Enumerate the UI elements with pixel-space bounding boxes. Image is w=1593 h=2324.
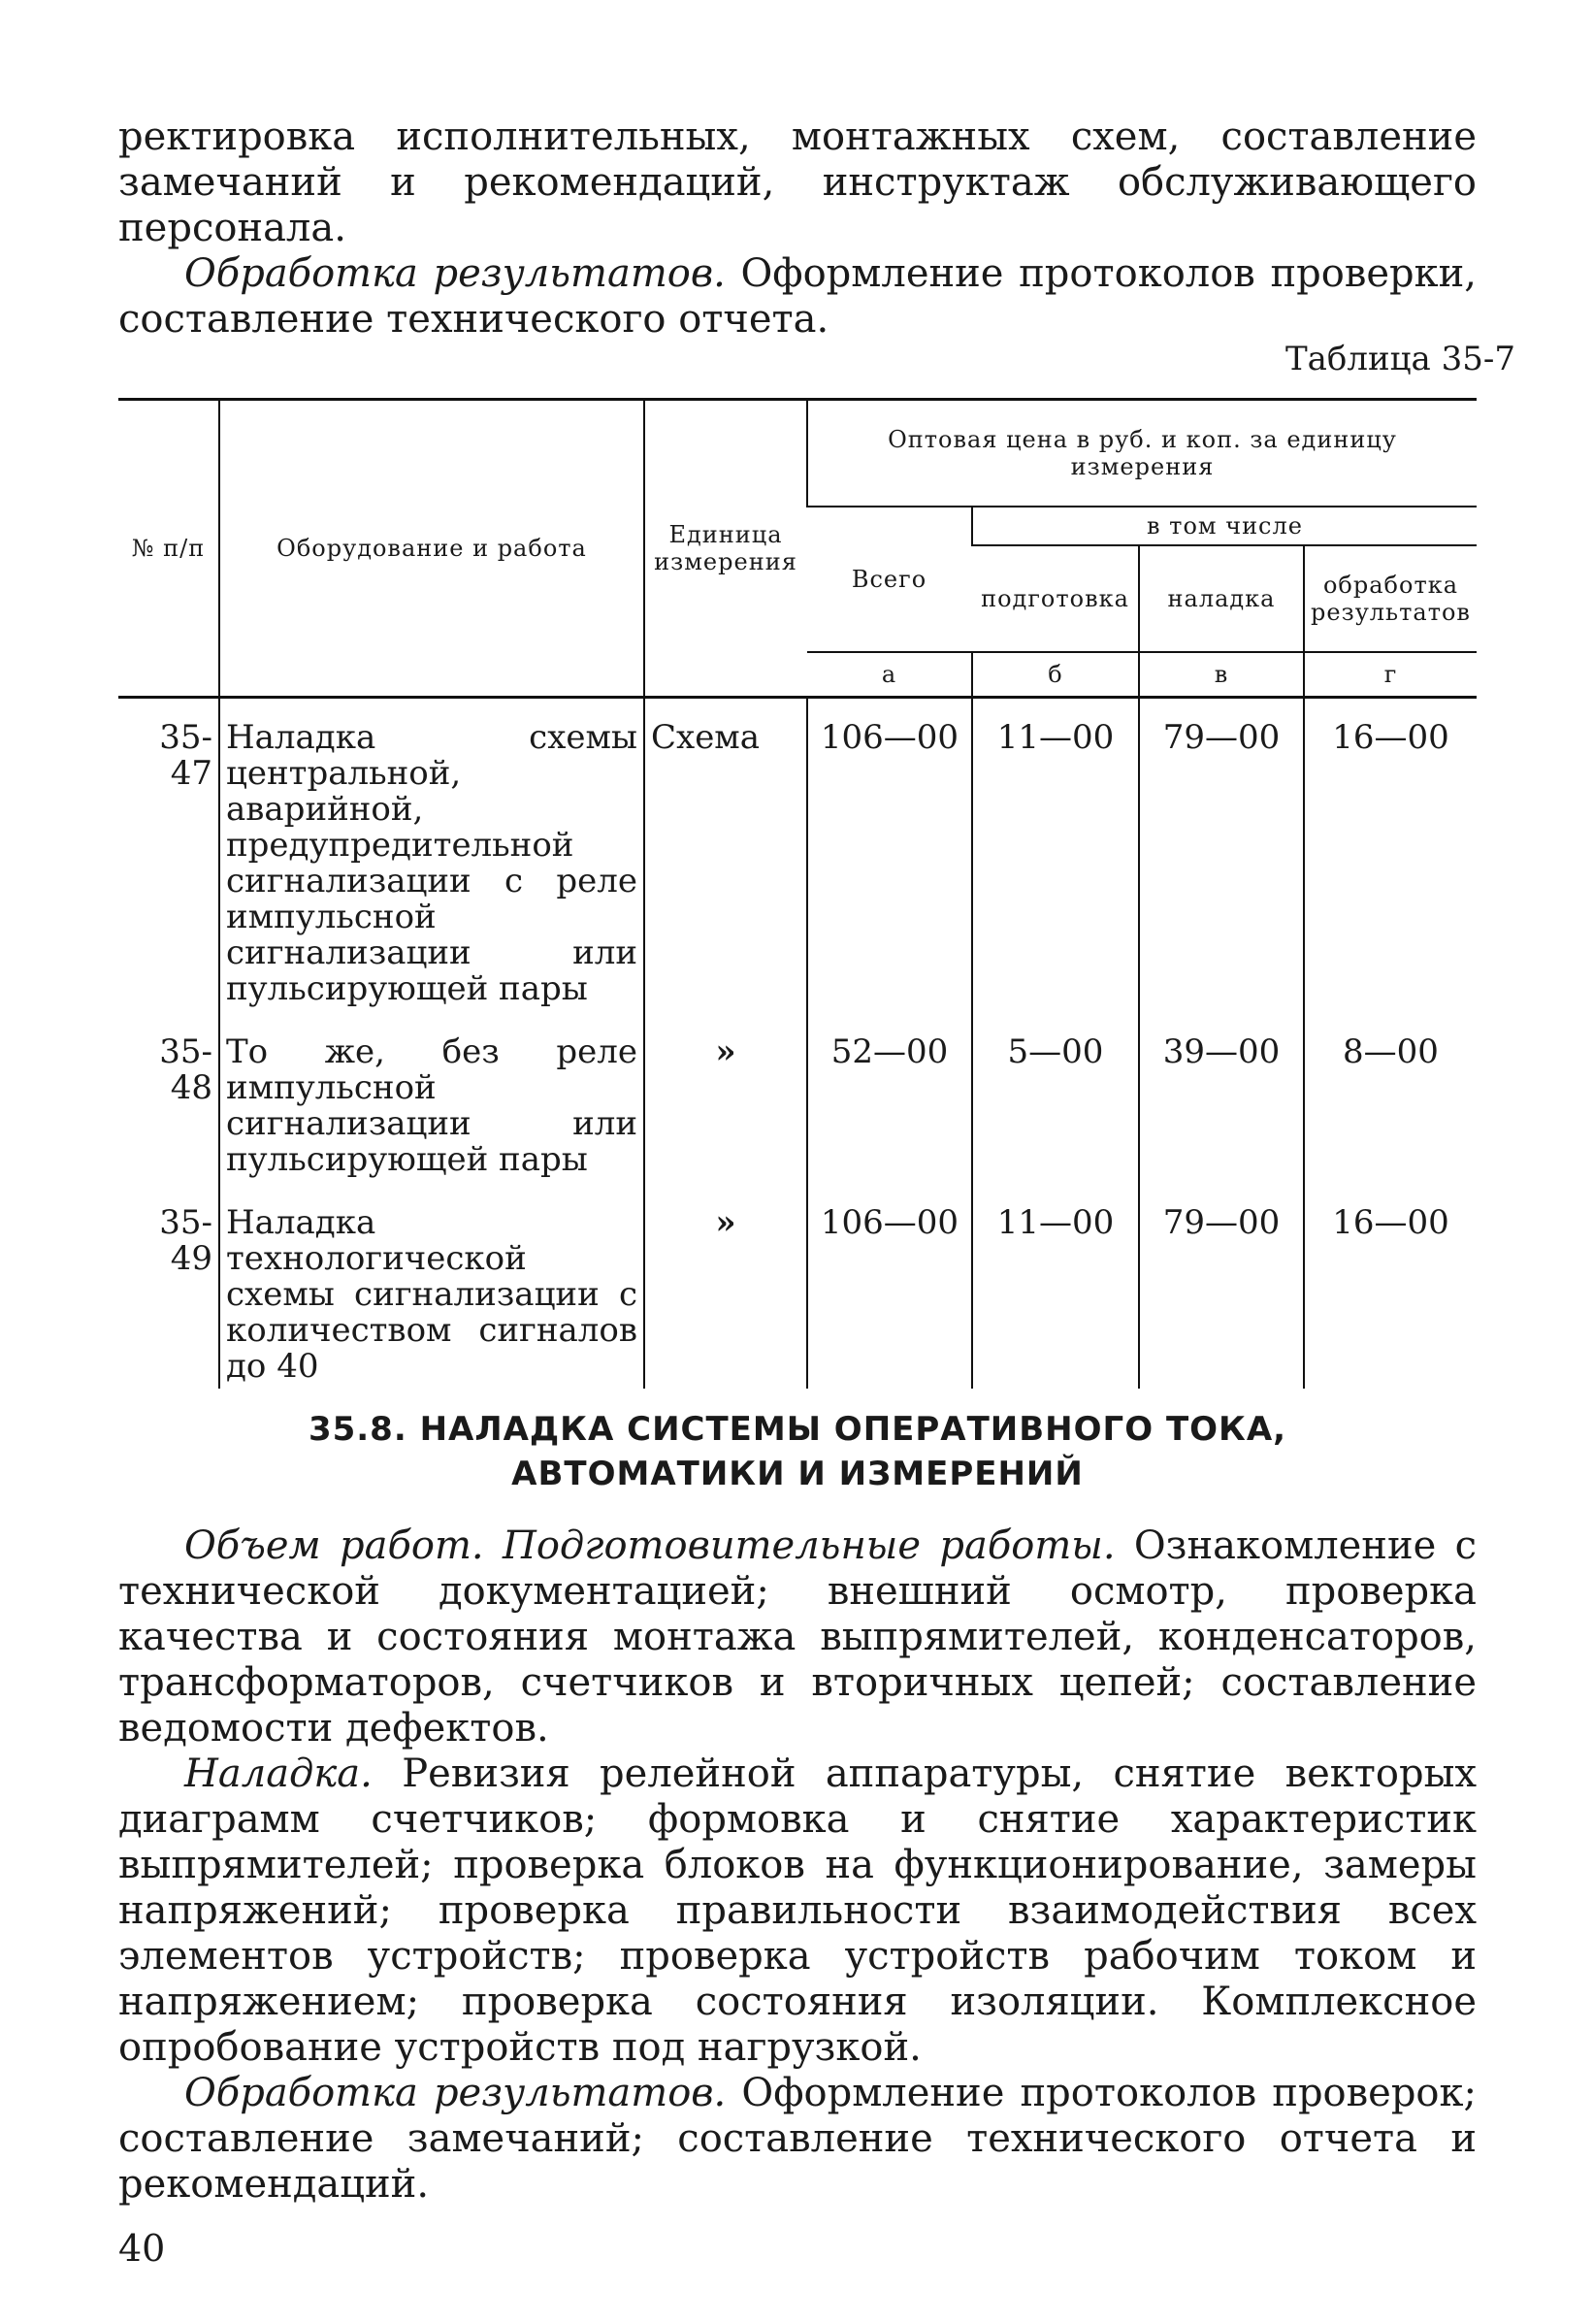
header-price-group: Оптовая цена в руб. и коп. за единицу измерения [807, 400, 1477, 507]
body-p3-italic: Обработка результатов. [184, 2071, 727, 2115]
table-row [118, 1027, 1477, 1197]
body-p1-rest: Ознакомление с технической документацией; внешний осмотр, проверка качества и состояния монтажа выпрямителей, конденсаторов, трансформаторов, счетчиков и вторичных цепей; составление ведомости дефектов. [118, 1523, 1477, 1751]
body-p2-italic: Наладка. [184, 1751, 373, 1796]
row-adjust: 39—00 [1139, 1027, 1304, 1197]
header-adjust: наладка [1139, 545, 1304, 652]
row-adjust: 79—00 [1139, 1197, 1304, 1389]
price-table [118, 398, 1477, 1389]
row-num: 35-48 [159, 1032, 212, 1107]
page-number: 40 [118, 2227, 166, 2270]
intro-paragraph-1: ректировка исполнительных, монтажных схем, составление замечаний и рекомендаций, инструктаж обслуживающего персонала. [118, 115, 1477, 250]
row-unit: » [644, 1197, 807, 1389]
row-unit: Схема [644, 698, 807, 1028]
header-incl: в том числе [972, 507, 1477, 545]
section-heading [118, 1407, 1477, 1496]
body-paragraph-3 [118, 2071, 1477, 2208]
section-heading-line-1: 35.8. НАЛАДКА СИСТЕМЫ ОПЕРАТИВНОГО ТОКА, [308, 1410, 1287, 1449]
row-total: 106—00 [807, 698, 972, 1028]
intro-p2-italic: Обработка результатов. [184, 251, 726, 296]
section-heading-line-2: АВТОМАТИКИ И ИЗМЕРЕНИЙ [511, 1455, 1084, 1493]
row-total: 52—00 [807, 1027, 972, 1197]
body-p3-rest: Оформление протоколов проверок; составление замечаний; составление технического отчета и рекомендаций. [118, 2071, 1477, 2207]
row-unit: » [644, 1027, 807, 1197]
table-row [118, 698, 1477, 1028]
header-letter-b: б [972, 652, 1139, 698]
header-letter-v: в [1139, 652, 1304, 698]
header-total: Всего [807, 507, 972, 652]
row-num: 35-49 [159, 1203, 212, 1278]
row-prep: 11—00 [972, 698, 1139, 1028]
body-p2-rest: Ревизия релейной аппаратуры, снятие векторых диаграмм счетчиков; формовка и снятие характеристик выпрямителей; проверка блоков на функционирование, замеры напряжений; проверка правильности взаимодействия всех элементов устройств; проверка устройств рабочим током и напряжением; проверка состояния изоляции. Комплексное опробование устройств под нагрузкой. [118, 1751, 1477, 2070]
section-body [118, 1523, 1477, 2208]
row-prep: 5—00 [972, 1027, 1139, 1197]
row-work: Наладка технологической схемы сигнализации с количеством сигналов до 40 [219, 1197, 644, 1389]
intro-p2-rest: Оформление протоколов проверки, составление технического отчета. [118, 251, 1477, 342]
body-p1-italic: Объем работ. Подготовительные работы. [184, 1523, 1116, 1568]
row-process: 8—00 [1304, 1027, 1477, 1197]
table-row [118, 1197, 1477, 1389]
table-caption: Таблица 35-7 [1284, 340, 1515, 378]
row-process: 16—00 [1304, 698, 1477, 1028]
header-letter-a: а [807, 652, 972, 698]
intro-text [118, 115, 1477, 343]
header-letter-g: г [1304, 652, 1477, 698]
header-work: Оборудование и работа [219, 400, 644, 698]
row-num: 35-47 [159, 718, 212, 793]
header-num: № п/п [118, 400, 219, 698]
row-process: 16—00 [1304, 1197, 1477, 1389]
intro-paragraph-2 [118, 251, 1477, 343]
body-paragraph-1 [118, 1523, 1477, 1751]
header-prep: подготовка [972, 545, 1139, 652]
row-total: 106—00 [807, 1197, 972, 1389]
header-process: обработка результатов [1304, 545, 1477, 652]
row-work: То же, без реле импульсной сигнализации или пульсирующей пары [219, 1027, 644, 1197]
row-adjust: 79—00 [1139, 698, 1304, 1028]
row-work: Наладка схемы центральной, аварийной, предупредительной сигнализации с реле импульсной сигнализации или пульсирующей пары [219, 698, 644, 1028]
body-paragraph-2 [118, 1751, 1477, 2071]
row-prep: 11—00 [972, 1197, 1139, 1389]
header-unit: Единица измерения [644, 400, 807, 698]
